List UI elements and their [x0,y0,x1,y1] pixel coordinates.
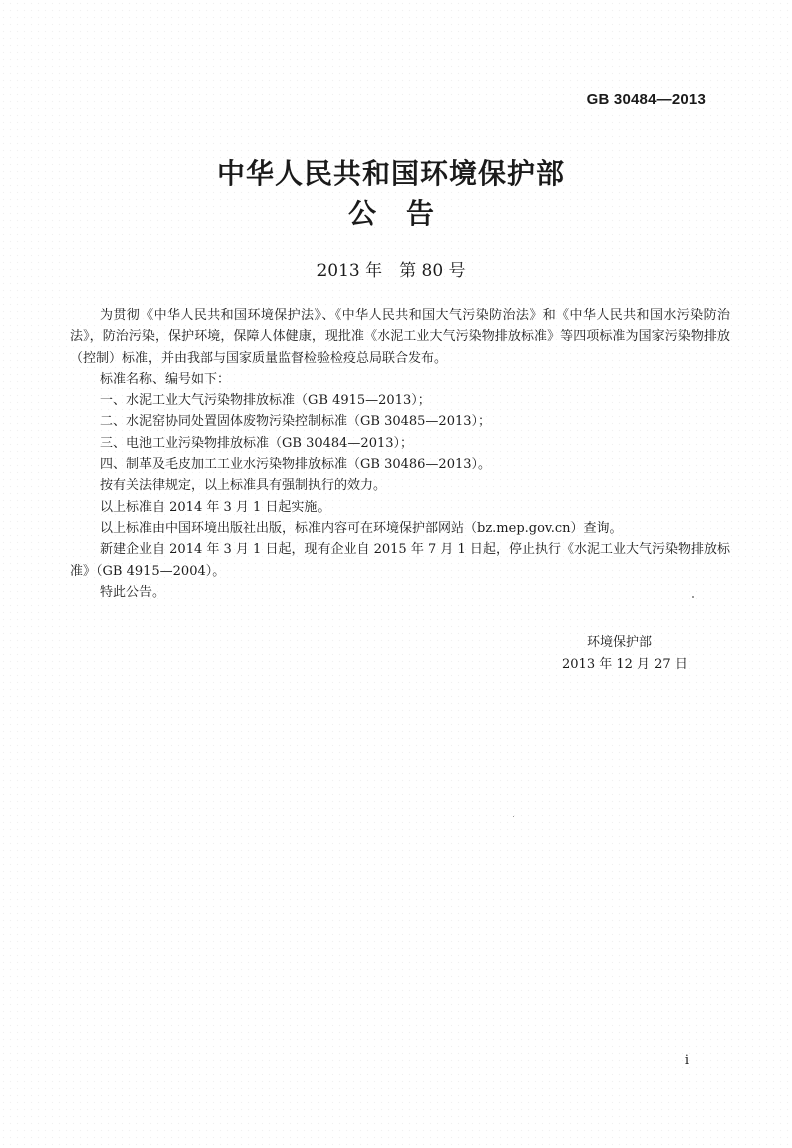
body-paragraph: 三、电池工业污染物排放标准（GB 30484—2013）； [100,435,414,451]
scan-speck [513,816,514,817]
signature-date-text: 2013 年 12 月 27 日 [562,657,688,672]
body-paragraph: 按有关法律规定，以上标准具有强制执行的效力。 [100,478,387,494]
notice-number: 2013 年 第 80 号 [316,261,466,281]
body-paragraph: 二、水泥窑协同处置固体废物污染控制标准（GB 30485—2013）； [100,414,492,430]
body-paragraph: 以上标准自 2014 年 3 月 1 日起实施。 [100,499,331,515]
body-paragraph: 一、水泥工业大气污染物排放标准（GB 4915—2013）； [100,393,431,409]
notice-heading: 公告 [347,197,464,230]
body-paragraph: 四、制革及毛皮加工工业水污染物排放标准（GB 30486—2013）。 [100,457,492,473]
page-number: i [684,1053,689,1068]
scan-speck [692,596,694,598]
body-paragraph: 标准名称、编号如下： [100,371,231,387]
signature-department-text: 环境保护部 [587,635,653,650]
body-paragraph: 新建企业自 2014 年 3 月 1 日起，现有企业自 2015 年 7 月 1 日起，停止执行《水泥工业大气污染物排放标准》（GB 4915—2004）。 [70,542,730,579]
ministry-title: 中华人民共和国环境保护部 [216,157,565,190]
standard-code: GB 30484—2013 [586,91,706,108]
body-paragraph: 为贯彻《中华人民共和国环境保护法》、《中华人民共和国大气污染防治法》和《中华人民共和国水污染防治法》，防治污染，保护环境，保障人体健康，现批准《水泥工业大气污染物排放标准》等四项标准为国家污染物排放（控制）标准，并由我部与国家质量监督检验检疫总局联合发布。 [70,308,730,366]
body-paragraph: 以上标准由中国环境出版社出版，标准内容可在环境保护部网站（bz.mep.gov.cn）查询。 [100,520,623,536]
body-paragraph: 特此公告。 [100,584,166,600]
notice-body [70,305,730,603]
